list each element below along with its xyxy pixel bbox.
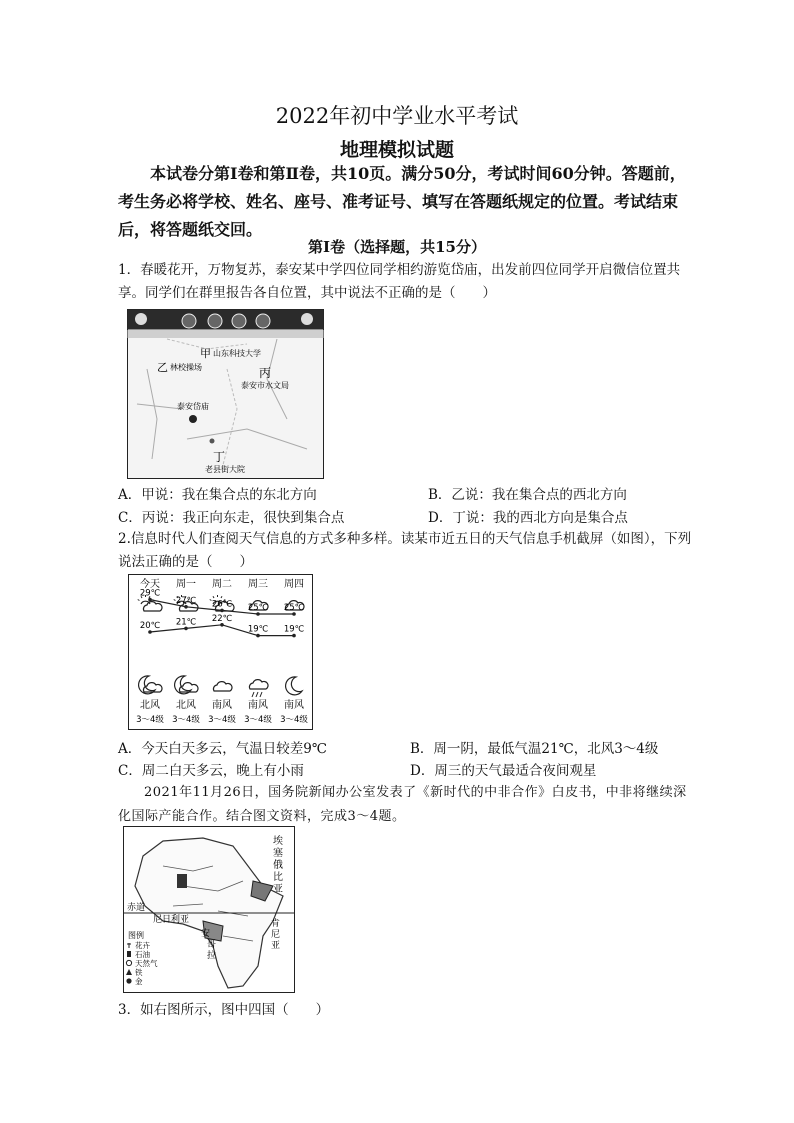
wind-direction-label: 南风: [248, 700, 268, 711]
q1-map-figure: [127, 309, 324, 479]
high-temp-label: 25℃: [247, 603, 269, 613]
back-icon: [135, 313, 147, 325]
svg-text:尼: 尼: [271, 930, 281, 940]
wind-direction-label: 南风: [284, 700, 304, 711]
legend-label: 石油: [135, 950, 150, 959]
q2-option-d: D．周三的天气最适合夜间观星: [410, 763, 597, 779]
wind-level-label: 3～4级: [244, 715, 272, 725]
q2-option-c: C．周二白天多云，晚上有小雨: [118, 763, 304, 779]
q2-option-a: A．今天白天多云，气温日较差9℃: [118, 741, 327, 757]
q1-option-a: A．甲说：我在集合点的东北方向: [118, 487, 317, 503]
high-temp-label: 29℃: [139, 588, 161, 599]
map-label-yi-place: 林校操场: [170, 363, 202, 372]
legend-title: 图例: [128, 931, 144, 940]
low-temp-label: 19℃: [247, 624, 269, 635]
map-label-bing-place: 泰安市水文局: [241, 381, 289, 390]
wind-level-label: 3～4级: [172, 715, 200, 725]
map-label-jia: 甲: [200, 347, 211, 360]
q1-option-c: C．丙说：我正向东走，很快到集合点: [118, 510, 345, 526]
svg-text:肯: 肯: [271, 919, 281, 929]
label-ethiopia-4: 比: [273, 872, 283, 883]
location-pin-icon: [189, 415, 197, 423]
legend-label: 金: [135, 977, 143, 986]
q1-option-b: B．乙说：我在集合点的西北方向: [428, 487, 627, 503]
high-temp-label: 27℃: [175, 595, 197, 606]
svg-text:拉: 拉: [207, 951, 217, 961]
weather-day-label: 周三: [248, 579, 268, 590]
label-ethiopia-1: 埃: [273, 836, 283, 847]
legend-label: 铁: [135, 968, 143, 977]
svg-text:哥: 哥: [207, 940, 217, 950]
weather-day-label: 周二: [212, 579, 232, 590]
weather-day-label: 周四: [284, 579, 304, 590]
gold-icon: [126, 978, 131, 983]
svg-text:亚: 亚: [271, 941, 281, 951]
oil-icon: [127, 951, 131, 957]
africa-map-figure: [123, 826, 295, 993]
exam-intro: 本试卷分第Ⅰ卷和第Ⅱ卷，共10页。满分50分，考试时间60分钟。答题前，考生务必将学校、姓名、座号、准考证号、填写在答题纸规定的位置。考试结束后，将答题纸交回。: [118, 164, 686, 239]
weather-day-label: 周一: [176, 579, 196, 590]
q2-stem: 2.信息时代人们查阅天气信息的方式多种多样。读某市近五日的天气信息手机截屏（如图），下列说法正确的是（ ）: [118, 531, 692, 570]
q3-stem: 3．如右图所示，图中四国（ ）: [118, 1002, 330, 1018]
low-temp-label: 21℃: [175, 617, 197, 628]
label-equator: 赤道: [127, 903, 146, 913]
label-ethiopia-5: 亚: [273, 884, 283, 895]
legend-label: 花卉: [135, 941, 150, 950]
map-label-ding: 丁: [213, 450, 226, 464]
map-label-bing: 丙: [259, 366, 272, 380]
low-temp-label: 19℃: [283, 624, 305, 635]
label-ethiopia-2: 塞: [273, 848, 283, 859]
label-nigeria: 尼日利亚: [153, 915, 190, 925]
q1-stem: 1．春暖花开，万物复苏，泰安某中学四位同学相约游览岱庙，出发前四位同学开启微信位置共享。同学们在群里报告各自位置，其中说法不正确的是（ ）: [118, 262, 681, 301]
low-temp-label: 22℃: [211, 613, 233, 624]
passage-text: 2021年11月26日，国务院新闻办公室发表了《新时代的中非合作》白皮书，中非将继续深化国际产能合作。结合图文资料，完成3～4题。: [118, 785, 687, 824]
wind-level-label: 3～4级: [280, 715, 308, 725]
wind-direction-label: 南风: [212, 700, 232, 711]
oil-icon: [177, 874, 187, 888]
q2-option-b: B．周一阴，最低气温21℃，北风3～4级: [410, 741, 659, 757]
weather-day-label: 今天: [140, 579, 160, 590]
section-title: 第Ⅰ卷（选择题，共15分）: [308, 238, 486, 256]
map-label-dai: 泰安岱庙: [177, 402, 209, 411]
map-label-jia-place: 山东科技大学: [213, 349, 261, 358]
svg-text:安: 安: [201, 929, 211, 939]
q1-option-d: D．丁说：我的西北方向是集合点: [428, 510, 628, 526]
high-temp-label: 25℃: [283, 603, 305, 613]
legend-label: 天然气: [135, 959, 158, 968]
wind-level-label: 3～4级: [208, 715, 236, 725]
label-ethiopia-3: 俄: [273, 860, 283, 871]
exam-subtitle: 地理模拟试题: [339, 139, 454, 161]
weather-chart: [128, 574, 313, 730]
map-label-yi: 乙: [157, 361, 168, 374]
wind-level-label: 3～4级: [136, 715, 164, 725]
map-label-ding-place: 老县街大院: [205, 465, 245, 474]
wind-direction-label: 北风: [176, 700, 196, 711]
high-temp-label: 26℃: [211, 599, 233, 610]
low-temp-label: 20℃: [139, 621, 161, 631]
wind-direction-label: 北风: [140, 700, 160, 711]
exam-title: 2022年初中学业水平考试: [275, 104, 519, 128]
